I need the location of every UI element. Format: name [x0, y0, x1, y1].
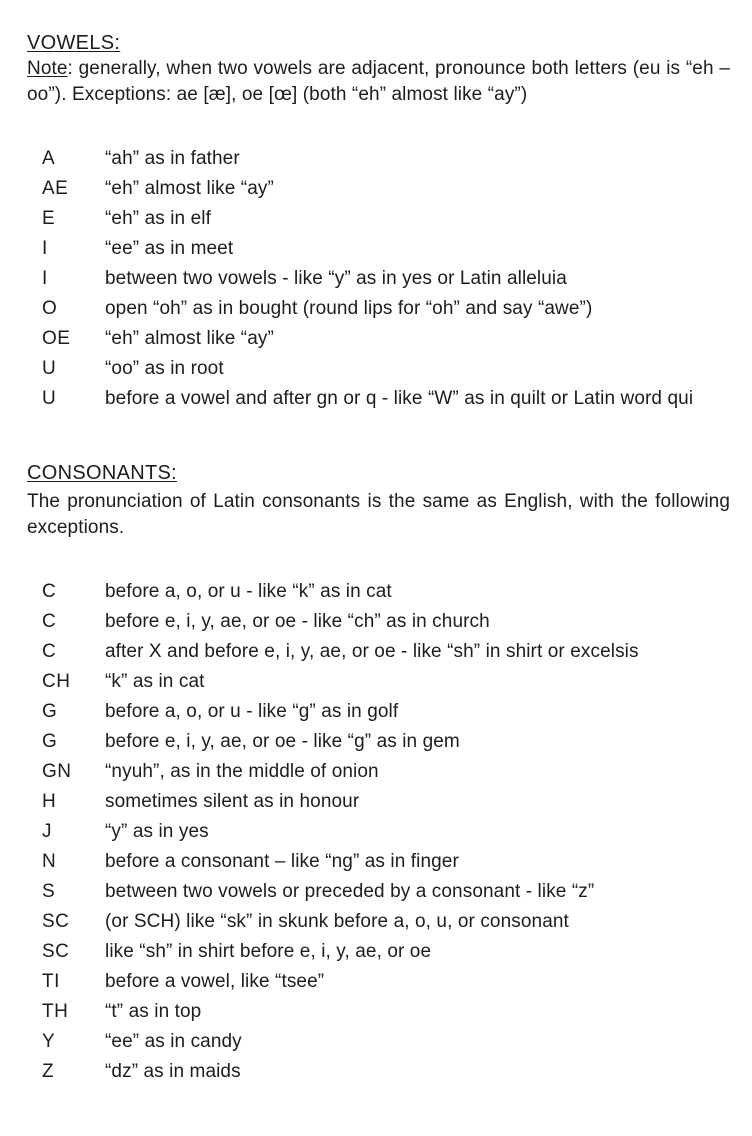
note-text: : generally, when two vowels are adjacent, pronounce both letters (eu is “eh –oo”). Exceptions: ae [æ], oe [œ] (both “eh” almost like “ay”)	[27, 58, 730, 105]
pronunciation-row	[27, 1027, 730, 1057]
letter-cell: AE	[42, 178, 69, 199]
letter-cell: OE	[42, 328, 71, 349]
letter-cell: GN	[42, 761, 72, 782]
pronunciation-row	[27, 847, 730, 877]
consonants-list	[27, 577, 730, 1087]
pronunciation-row	[27, 174, 730, 204]
description-cell: before e, i, y, ae, or oe - like “ch” as in church	[105, 611, 490, 632]
letter-cell: J	[42, 821, 52, 842]
letter-cell: U	[42, 358, 57, 379]
pronunciation-row	[27, 817, 730, 847]
pronunciation-row	[27, 324, 730, 354]
description-cell: “eh” almost like “ay”	[105, 178, 274, 199]
vowels-note	[27, 56, 730, 108]
description-cell: “y” as in yes	[105, 821, 209, 842]
letter-cell: S	[42, 881, 56, 902]
pronunciation-row	[27, 264, 730, 294]
description-cell: before a, o, or u - like “k” as in cat	[105, 581, 392, 602]
description-cell: (or SCH) like “sk” in skunk before a, o, u, or consonant	[105, 911, 569, 932]
letter-cell: I	[42, 238, 48, 259]
letter-cell: C	[42, 641, 57, 662]
description-cell: before a consonant – like “ng” as in finger	[105, 851, 459, 872]
letter-cell: A	[42, 148, 56, 169]
description-cell: like “sh” in shirt before e, i, y, ae, or oe	[105, 941, 432, 962]
pronunciation-row	[27, 234, 730, 264]
letter-cell: H	[42, 791, 57, 812]
pronunciation-row	[27, 607, 730, 637]
description-cell: “ah” as in father	[105, 148, 240, 169]
pronunciation-row	[27, 877, 730, 907]
pronunciation-row	[27, 907, 730, 937]
pronunciation-row	[27, 354, 730, 384]
letter-cell: C	[42, 611, 57, 632]
letter-cell: U	[42, 388, 57, 409]
letter-cell: G	[42, 701, 58, 722]
pronunciation-row	[27, 1057, 730, 1087]
letter-cell: SC	[42, 941, 70, 962]
pronunciation-row	[27, 787, 730, 817]
description-cell: before a vowel, like “tsee”	[105, 971, 325, 992]
description-cell: “ee” as in meet	[105, 238, 234, 259]
letter-cell: Y	[42, 1031, 56, 1052]
consonants-heading: CONSONANTS:	[27, 462, 177, 484]
letter-cell: I	[42, 268, 48, 289]
description-cell: open “oh” as in bought (round lips for “oh” and say “awe”)	[105, 298, 593, 319]
vowels-section	[27, 30, 730, 414]
letter-cell: SC	[42, 911, 70, 932]
pronunciation-row	[27, 144, 730, 174]
letter-cell: TH	[42, 1001, 69, 1022]
description-cell: “t” as in top	[105, 1001, 202, 1022]
description-cell: before a vowel and after gn or q - like “W” as in quilt or Latin word qui	[105, 388, 694, 409]
letter-cell: C	[42, 581, 57, 602]
description-cell: “ee” as in candy	[105, 1031, 242, 1052]
letter-cell: E	[42, 208, 56, 229]
consonants-intro: The pronunciation of Latin consonants is the same as English, with the following exceptions.	[27, 491, 730, 538]
letter-cell: Z	[42, 1061, 55, 1082]
description-cell: sometimes silent as in honour	[105, 791, 360, 812]
description-cell: after X and before e, i, y, ae, or oe - like “sh” in shirt or excelsis	[105, 641, 639, 662]
description-cell: between two vowels or preceded by a consonant - like “z”	[105, 881, 595, 902]
description-cell: “eh” almost like “ay”	[105, 328, 274, 349]
vowels-list	[27, 144, 730, 414]
pronunciation-row	[27, 384, 730, 414]
pronunciation-row	[27, 637, 730, 667]
pronunciation-row	[27, 577, 730, 607]
pronunciation-row	[27, 204, 730, 234]
pronunciation-row	[27, 667, 730, 697]
pronunciation-row	[27, 294, 730, 324]
description-cell: between two vowels - like “y” as in yes or Latin alleluia	[105, 268, 567, 289]
pronunciation-row	[27, 967, 730, 997]
pronunciation-row	[27, 997, 730, 1027]
pronunciation-row	[27, 727, 730, 757]
letter-cell: CH	[42, 671, 71, 692]
note-label: Note	[27, 58, 68, 79]
description-cell: “eh” as in elf	[105, 208, 211, 229]
pronunciation-row	[27, 937, 730, 967]
consonants-section	[27, 460, 730, 1087]
letter-cell: TI	[42, 971, 60, 992]
letter-cell: O	[42, 298, 58, 319]
description-cell: “oo” as in root	[105, 358, 224, 379]
letter-cell: N	[42, 851, 57, 872]
vowels-heading: VOWELS:	[27, 32, 121, 54]
description-cell: “nyuh”, as in the middle of onion	[105, 761, 379, 782]
letter-cell: G	[42, 731, 58, 752]
description-cell: “dz” as in maids	[105, 1061, 241, 1082]
pronunciation-row	[27, 697, 730, 727]
description-cell: before e, i, y, ae, or oe - like “g” as in gem	[105, 731, 460, 752]
pronunciation-row	[27, 757, 730, 787]
description-cell: before a, o, or u - like “g” as in golf	[105, 701, 399, 722]
description-cell: “k” as in cat	[105, 671, 205, 692]
